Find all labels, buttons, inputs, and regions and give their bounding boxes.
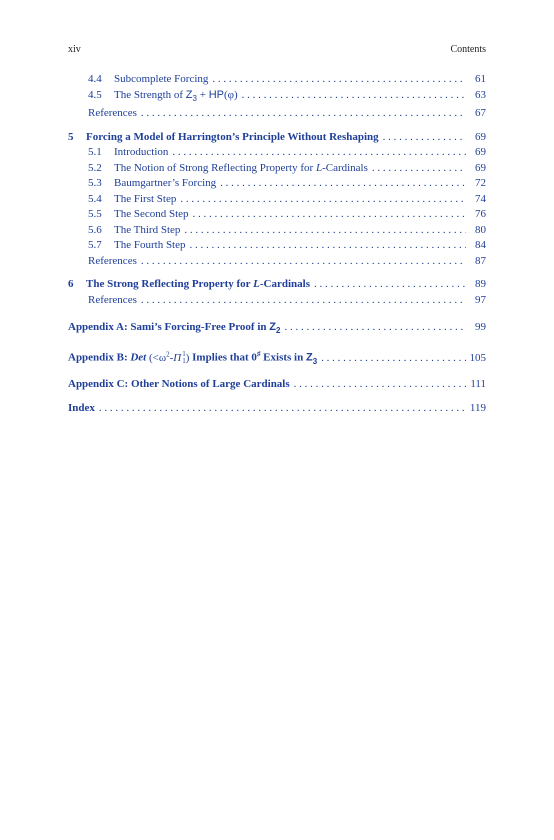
page-ref: 80 [475,223,486,236]
dot-leader [141,106,466,122]
section-title: Introduction [114,146,169,159]
section-title: References [88,107,137,120]
dot-leader [190,238,467,254]
appendix-title: Appendix C: Other Notions of Large Cardinals [68,378,290,391]
page-ref: 72 [475,177,486,190]
toc-appendix-b[interactable] [68,347,486,369]
toc-chapter-5[interactable] [68,130,486,146]
section-title: The Fourth Step [114,239,186,252]
page-ref: 74 [475,192,486,205]
dot-leader [141,254,466,270]
page-ref: 111 [470,378,486,391]
section-title: References [88,254,137,267]
toc-appendix-c[interactable] [68,377,486,393]
chapter-number: 5 [68,130,74,143]
page-ref: 67 [475,107,486,120]
toc-entry-references-6[interactable] [68,293,486,309]
dot-leader [193,207,466,223]
toc-entry-5-6[interactable] [68,223,486,239]
toc-entry-5-3[interactable] [68,176,486,192]
section-number: 5.7 [88,239,102,252]
section-title: Subcomplete Forcing [114,73,209,85]
section-title: The Strength of $Z_3 + HP(\varphi)$ [114,88,238,103]
chapter-title: The Strong Reflecting Property for L-Cardinals [86,278,310,291]
dot-leader [212,72,466,88]
page-ref: 63 [475,88,486,101]
section-title: The Notion of Strong Reflecting Property for L-Cardinals [114,161,368,174]
index-title: Index [68,401,95,414]
chapter-number: 6 [68,278,74,291]
dot-leader [284,320,466,336]
page-ref: 99 [475,321,486,334]
section-title: The Second Step [114,208,189,221]
appendix-title: Appendix B: Det ($<\omega^2-\Pi$ 1 1 ) Implies that 0♯ Exists in $Z_3$ [68,349,318,366]
toc-index[interactable] [68,401,486,417]
toc-entry-5-4[interactable] [68,192,486,208]
toc-entry-references-4[interactable] [68,106,486,122]
page-ref: 84 [475,239,486,252]
toc-entry-4-4[interactable] [68,72,486,88]
page-number: xiv [68,44,81,55]
section-title: The First Step [114,192,177,205]
dot-leader [172,145,466,161]
dot-leader [294,377,466,393]
section-title: The Third Step [114,223,181,236]
page-ref: 87 [475,254,486,267]
toc-entry-4-5[interactable] [68,88,486,107]
section-number: 4.5 [88,88,102,101]
page-ref: 69 [475,146,486,159]
dot-leader [372,161,466,177]
page-ref: 69 [475,130,486,143]
section-number: 5.3 [88,177,102,190]
dot-leader [141,293,466,309]
toc-entry-5-2[interactable] [68,161,486,177]
page-ref: 69 [475,161,486,174]
toc-entry-5-5[interactable] [68,207,486,223]
table-of-contents [68,72,486,416]
dot-leader [321,351,465,367]
page-ref: 89 [475,278,486,291]
section-number: 5.4 [88,192,102,205]
section-number: 4.4 [88,73,102,85]
section-number: 5.5 [88,208,102,221]
section-title: Baumgartner’s Forcing [114,177,217,190]
toc-appendix-a[interactable] [68,320,486,339]
appendix-title: Appendix A: Sami’s Forcing-Free Proof in $Z_2$ [68,321,281,336]
section-number: 5.2 [88,161,102,174]
dot-leader [314,277,466,293]
toc-entry-references-5[interactable] [68,254,486,270]
toc-entry-5-7[interactable] [68,238,486,254]
dot-leader [242,88,466,104]
dot-leader [220,176,466,192]
dot-leader [180,192,466,208]
running-title: Contents [450,44,486,55]
chapter-title: Forcing a Model of Harrington’s Principle Without Reshaping [86,130,379,143]
running-head [68,44,486,55]
dot-leader [184,223,466,239]
toc-entry-5-1[interactable] [68,145,486,161]
section-number: 5.1 [88,146,102,159]
page-ref: 61 [475,73,486,85]
dot-leader [383,130,466,146]
page-ref: 119 [469,401,486,414]
toc-chapter-6[interactable] [68,277,486,293]
section-number: 5.6 [88,223,102,236]
dot-leader [99,401,466,417]
page-ref: 76 [475,208,486,221]
page-ref: 105 [469,351,486,364]
page-ref: 97 [475,293,486,306]
section-title: References [88,293,137,306]
